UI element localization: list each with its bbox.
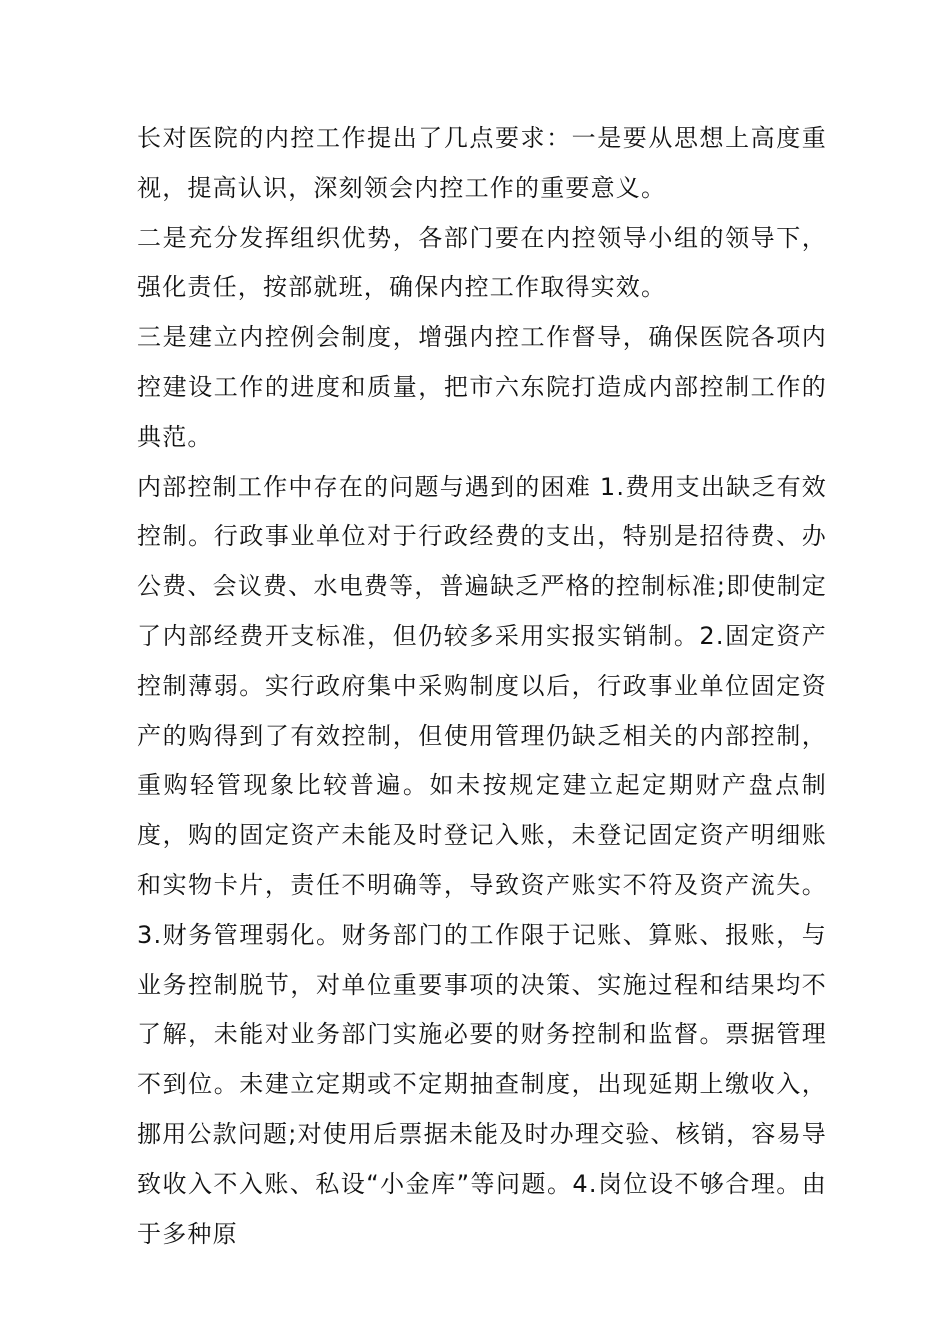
paragraph-1: 长对医院的内控工作提出了几点要求：一是要从思想上高度重视，提高认识，深刻领会内控工作的重要意义。 — [137, 124, 827, 202]
body-text — [137, 114, 827, 1259]
paragraph-2: 二是充分发挥组织优势，各部门要在内控领导小组的领导下，强化责任，按部就班，确保内控工作取得实效。 — [137, 223, 827, 302]
paragraph-3: 三是建立内控例会制度，增强内控工作督导，确保医院各项内控建设工作的进度和质量，把市六东院打造成内部控制工作的典范。 — [137, 323, 827, 451]
paragraph-4: 内部控制工作中存在的问题与遇到的困难 1.费用支出缺乏有效控制。行政事业单位对于行政经费的支出，特别是招待费、办公费、会议费、水电费等，普遍缺乏严格的控制标准;即使制定了内部经费开支标准，但仍较多采用实报实销制。2.固定资产控制薄弱。实行政府集中采购制度以后，行政事业单位固定资产的购得到了有效控制，但使用管理仍缺乏相关的内部控制，重购轻管现象比较普遍。如未按规定建立起定期财产盘点制度，购的固定资产未能及时登记入账，未登记固定资产明细账和实物卡片，责任不明确等，导致资产账实不符及资产流失。3.财务管理弱化。财务部门的工作限于记账、算账、报账，与业务控制脱节，对单位重要事项的决策、实施过程和结果均不了解，未能对业务部门实施必要的财务控制和监督。票据管理不到位。未建立定期或不定期抽查制度，出现延期上缴收入，挪用公款问题;对使用后票据未能及时办理交验、核销，容易导致收入不入账、私设“小金库”等问题。4.岗位设不够合理。由于多种原 — [137, 472, 827, 1248]
